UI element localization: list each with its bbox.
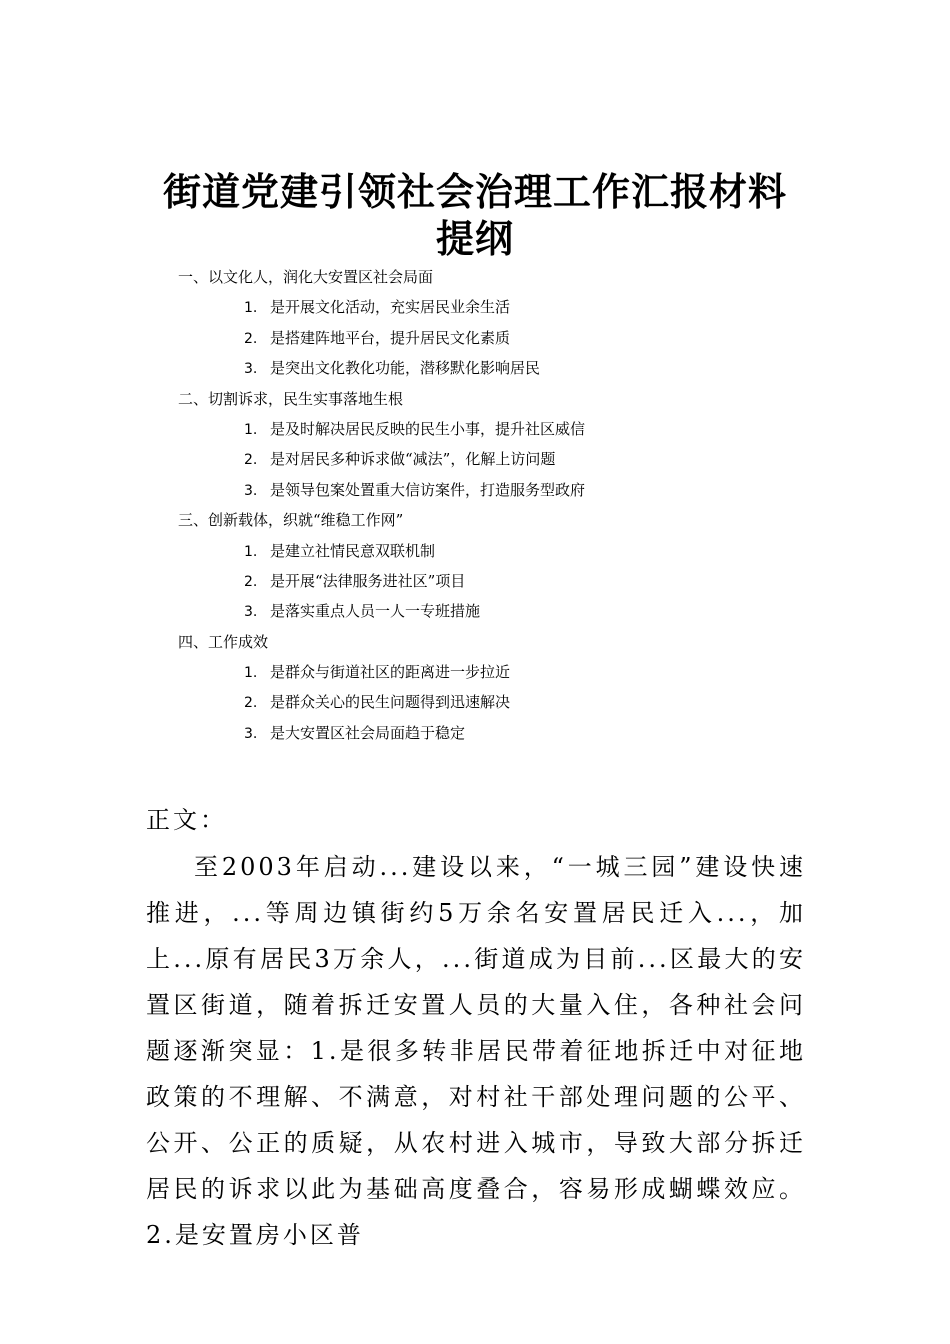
item-text: 是搭建阵地平台，提升居民文化素质 [270,328,511,347]
outline-item [0,596,950,626]
item-text: 是落实重点人员一人一专班措施 [270,602,481,621]
outline-item [0,292,950,322]
outline-item [0,657,950,687]
item-number: 2. [244,695,258,712]
item-text: 是开展“法律服务进社区”项目 [270,571,466,590]
document-title: 街道党建引领社会治理工作汇报材料 [162,169,787,214]
item-number: 1. [244,665,258,682]
outline-section-heading: 四、工作成效 [178,632,269,651]
item-number: 1. [244,543,258,560]
outline-item [0,444,950,474]
outline [0,262,950,748]
document-subtitle: 提纲 [435,216,514,261]
item-text: 是及时解决居民反映的民生小事，提升社区威信 [270,419,586,438]
body-paragraph: 至2003年启动...建设以来，“一城三园”建设快速推进，...等周边镇街约5万余名安置居民迁入...，加上...原有居民3万余人，...街道成为目前...区最大的安置区街道，随着拆迁安置人员的大量入住，各种社会问题逐渐突显：1.是很多转非居民带着征地拆迁中对征地政策的不理解、不满意，对村社干部处理问题的公平、公开、公正的质疑，从农村进入城市，导致大部分拆迁居民的诉求以此为基础高度叠合，容易形成蝴蝶效应。2.是安置房小区普 [146,853,806,1249]
outline-item [0,323,950,353]
outline-item [0,414,950,444]
item-number: 3. [244,725,258,742]
outline-section-heading: 二、切割诉求，民生实事落地生根 [178,389,404,408]
item-number: 2. [244,330,258,347]
item-number: 1. [244,421,258,438]
outline-section-heading: 一、以文化人，润化大安置区社会局面 [178,268,434,286]
outline-item [0,687,950,717]
outline-item [0,353,950,383]
item-text: 是突出文化教化功能，潜移默化影响居民 [270,359,541,378]
item-text: 是对居民多种诉求做“减法”，化解上访问题 [270,450,556,469]
outline-item [0,718,950,748]
item-text: 是群众关心的民生问题得到迅速解决 [270,693,511,712]
item-number: 3. [244,482,258,499]
outline-item [0,566,950,596]
item-number: 2. [244,573,258,590]
body-heading: 正文： [146,806,227,834]
outline-item [0,475,950,505]
item-number: 2. [244,452,258,469]
outline-section-heading: 三、创新载体，织就“维稳工作网” [178,511,404,530]
item-number: 3. [244,361,258,378]
item-text: 是领导包案处置重大信访案件，打造服务型政府 [270,480,586,499]
outline-item [0,536,950,566]
item-number: 1. [244,300,258,317]
item-text: 是开展文化活动，充实居民业余生活 [270,298,511,317]
item-text: 是群众与街道社区的距离进一步拉近 [270,663,511,682]
item-text: 是大安置区社会局面趋于稳定 [270,723,466,742]
item-number: 3. [244,604,258,621]
item-text: 是建立社情民意双联机制 [270,541,436,560]
